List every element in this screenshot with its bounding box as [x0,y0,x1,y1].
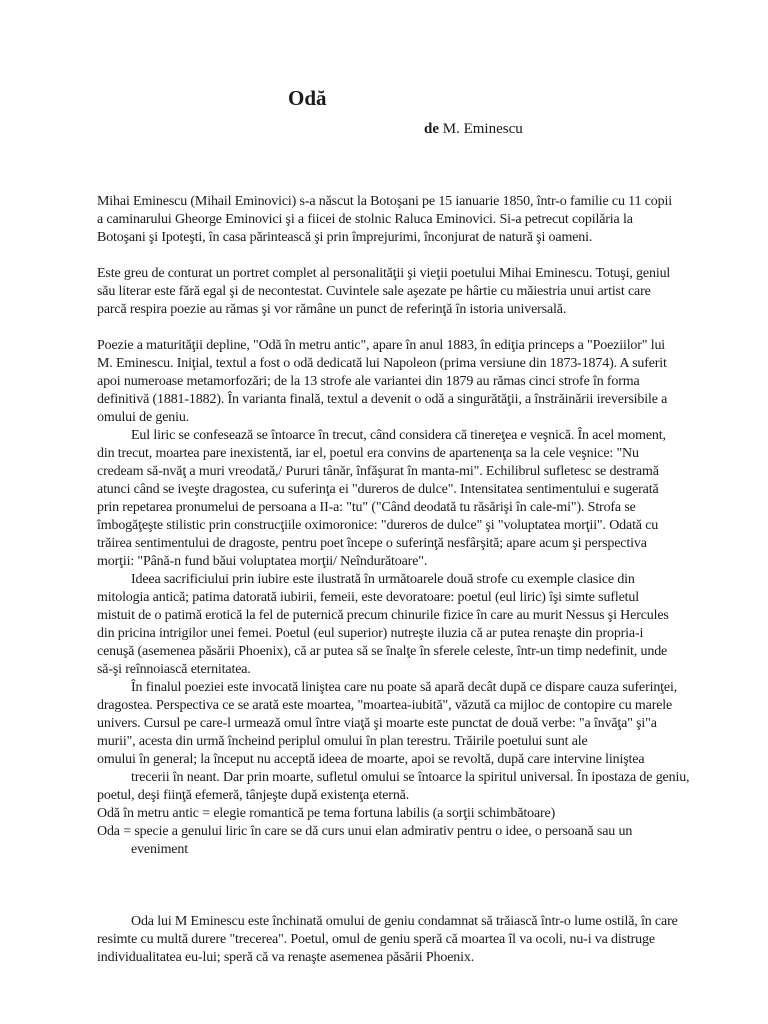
text-line: Este greu de conturat un portret complet al personalităţii şi vieţii poetului Mihai Eminescu. Totuşi, geniul [97,266,671,281]
author-prefix: de [424,121,439,137]
text-line: Mihai Eminescu (Mihail Eminovici) s-a născut la Botoşani pe 15 ianuarie 1850, într-o familie cu 11 copii [97,194,672,209]
paragraph-portrait [97,265,672,319]
text-line: apoi numeroase metamorfozări; de la 13 strofe ale variantei din 1879 au rămas cinci strofe în forma [97,374,640,389]
text-line: prin repetarea pronumelui de persoana a II-a: "tu" ("Când deodată tu răsărişi în cale-mi"). Strofa se [97,500,636,515]
text-line [97,877,672,895]
text-line: din pricina intrigilor unei femei. Poetul (eul superior) nutreşte iluzia că ar putea renaşte din propria-i [97,626,644,641]
text-line: Odă în metru antic = elegie romantică pe tema fortuna labilis (a sorţii schimbătoare) [97,806,556,821]
text-line: eveniment [131,842,188,857]
text-line: individualitatea eu-lui; speră că va renaşte asemenea păsării Phoenix. [97,950,475,965]
author-line [424,121,523,138]
paragraph-conclusion [97,913,678,967]
text-line: cenuşă (asemenea păsării Phoenix), că ar putea să se înalţe în sferele celeste, într-un timp nedefinit, unde [97,644,668,659]
text-line: omului în general; la început nu acceptă ideea de moarte, apoi se revoltă, după care intervine liniştea [97,752,645,767]
text-line: dragostea. Perspectiva ce se arată este moartea, "moartea-iubită", văzută ca mijloc de contopire cu marele [97,698,673,713]
text-line: resimte cu multă durere "trecerea". Poetul, omul de geniu speră că moartea îl va ocoli, nu-i va distruge [97,932,655,947]
text-line: M. Eminescu. Iniţial, textul a fost o odă dedicată lui Napoleon (prima versiune din 1873-1874). A suferit [97,356,667,371]
text-line: credeam să-nvăţ a muri vreodată,/ Pururi tânăr, înfăşurat în manta-mi". Echilibrul sufletesc se destramă [97,464,659,479]
text-line: morţii: "Până-n fund băui voluptatea morţii/ Neîndurătoare". [97,554,428,569]
text-line: atunci când se iveşte dragostea, cu suferinţa ei "dureros de dulce". Intensitatea sentimentului e sugerată [97,482,659,497]
text-line: univers. Cursul pe care-l urmează omul între viaţă şi moarte este punctat de două verbe: "a învăţa" şi"a [97,716,657,731]
text-line: mistuit de o patimă erotică la fel de puternică precum chinurile fizice în care au murit Nessus şi Hercules [97,608,669,623]
document-body [97,193,690,967]
text-line: Eul liric se confesează se întoarce în trecut, când considera că tinereţea e veşnică. În acel moment, [131,428,666,443]
text-line: omului de geniu. [97,410,190,425]
document-title: Odă [288,86,327,110]
text-line: În finalul poeziei este invocată liniştea care nu poate să apară decât după ce dispare cauza suferinţei, [131,680,678,695]
text-line: Poezie a maturităţii depline, "Odă în metru antic", apare în anul 1883, în ediţia princeps a "Poeziilor" lui [97,338,666,353]
text-line: Ideea sacrificiului prin iubire este ilustrată în următoarele două strofe cu exemple clasice din [131,572,635,587]
text-line: parcă respira poezie au rămas şi vor rămâne un punct de referinţă în istoria universală. [97,302,567,317]
text-line: a caminarului Gheorge Eminovici şi a fiicei de stolnic Raluca Eminovici. Si-a petrecut copilăria la [97,212,633,227]
text-line: său literar este fără egal şi de necontestat. Cuvintele sale aşezate pe hârtie cu măiestria unui artist care [97,284,651,299]
author-name: M. Eminescu [442,121,523,137]
text-line: trăirea sentimentului de dragoste, pentru poet începe o suferinţă nesfârşită; apare acum şi perspectiva [97,536,647,551]
paragraph-biography [97,193,672,247]
paragraph-gap [97,247,672,265]
text-line: Oda = specie a genului liric în care se dă curs unui elan admirativ pentru o idee, o persoană sau un [97,824,633,839]
text-line [97,859,672,877]
text-line: definitivă (1881-1882). În varianta finală, textul a devenit o odă a singurătăţii, a înstrăinării ireversibile a [97,392,668,407]
text-line: Botoşani şi Ipoteşti, în casa părintească şi prin împrejurimi, înconjurat de natură şi oameni. [97,230,593,245]
text-line: să-şi reînnoiască eternitatea. [97,662,251,677]
text-line: mitologia antică; patima datorată iubirii, femeii, este devoratoare: poetul (eul liric) îşi simte sufletul [97,590,639,605]
text-line: poetul, deşi fiinţă efemeră, tânjeşte după existenţa eternă. [97,788,410,803]
text-line: murii", acesta din urmă încheind periplul omului în plan terestru. Trăirile poetului sunt ale [97,734,588,749]
text-line: Oda lui M Eminescu este închinată omului de geniu condamnat să trăiască într-o lume ostilă, în care [131,914,678,929]
paragraph-analysis [97,337,690,895]
text-line: din trecut, moartea pare inexistentă, iar el, poetul era convins de apartenenţa sa la cele veşnice: "Nu [97,446,639,461]
text-line: îmbogăţeşte stilistic prin construcţiile oximoronice: "dureros de dulce" şi "voluptatea morţii". Odată cu [97,518,659,533]
paragraph-gap [97,895,672,913]
text-line: trecerii în neant. Dar prin moarte, sufletul omului se întoarce la spiritul universal. În ipostaza de geniu, [131,770,690,785]
paragraph-gap [97,319,672,337]
